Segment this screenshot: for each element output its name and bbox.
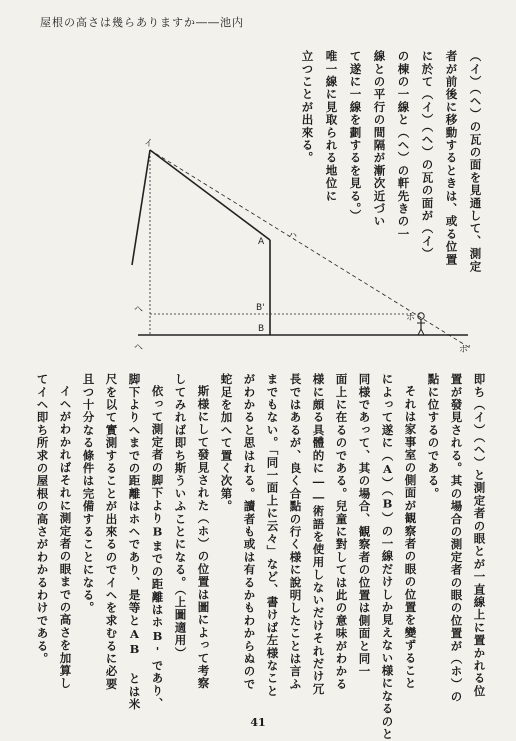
top-text-col: に於て（イ）（ヘ）の瓦の面が（イ）	[420, 50, 435, 261]
body-text-col: 依って測定者の脚下よりBまでの距離はホB'であり、	[150, 385, 165, 710]
body-text-col: 様に頗る具體的に――術語を使用しないだけそれだけ冗	[311, 373, 326, 696]
label-point-ho: ホ	[406, 313, 416, 323]
label-point-ha: ハ	[288, 231, 298, 241]
top-text-col: て遂に一線を劃するを見る。）	[348, 50, 363, 223]
label-point-bottom: ヘ	[134, 343, 144, 353]
body-text-col: 長ではあるが、良く合點の行く様に說明したことは言ふ	[288, 373, 303, 691]
label-point-b: B	[258, 324, 265, 334]
body-text-col: 即ち（イ）（ヘ）と測定者の眼とが一直線上に置かれる位	[472, 373, 487, 698]
top-text-col: （イ）（ヘ）の瓦の面を見通して、測定	[468, 50, 483, 273]
body-text-col: 斯様にして發見された（ホ）の位置は圖によって考察	[196, 385, 211, 690]
top-text-col: 唯一線に見取られる地位に	[324, 50, 339, 203]
top-text-col: の棟の一線と（ヘ）の軒先きの一	[396, 50, 411, 241]
page-number: 41	[250, 716, 266, 729]
roof-height-diagram	[120, 140, 480, 360]
body-text-col: までもない。「同一面上に云々」など、書けば左様なこと	[265, 373, 280, 698]
body-text-col: それは家事室の側面が観察者の眼の位置を變ずること	[403, 385, 418, 690]
top-text-col: 者が前後に移動するときは、或る位置	[444, 50, 459, 266]
body-text-col: によって遂に（A）（B）の一線だけしか見えない様になるのと	[380, 373, 395, 741]
diagram-svg	[120, 140, 480, 360]
label-point-he: ヘ	[134, 305, 144, 315]
body-text-col: 同様であって、其の場合、観察者の位置は側面と同一	[357, 373, 372, 678]
sight-line	[150, 150, 470, 348]
top-text-col: 線との平行の間隔が漸次近づい	[372, 50, 387, 228]
body-text-col: 置が發見される。其の場合の測定者の眼の位置が（ホ）の	[449, 373, 464, 704]
body-text-col: 面上に在るのである。兒童に對しては此の意味がわかる	[334, 373, 349, 691]
label-apex: イ	[144, 139, 154, 149]
body-text-col: してみれば即ち斯ういふことになる。（上圖適用）	[173, 373, 188, 660]
body-text-col: 脚下よりへまでの距離はホヘであり、是等とAB とは米	[127, 373, 142, 711]
roof-left-slope	[132, 150, 150, 265]
label-point-ho-prime: ホ'	[459, 345, 471, 355]
body-text-col: がわかると思はれる。讀者も或は有るかもわからぬので	[242, 373, 257, 691]
body-text-col: 蛇足を加へて置く次第。	[219, 373, 234, 513]
observer-figure	[417, 313, 425, 335]
body-text-col: てイヘ即ち所求の屋根の高さがわかるわけである。	[35, 373, 50, 666]
top-text-col: 立つことが出來る。	[300, 50, 315, 165]
running-header: 屋根の高さは幾らありますか――池内	[40, 16, 244, 29]
body-text-col: 點に位するのである。	[426, 373, 441, 500]
body-text-col: イヘがわかればそれに測定者の眼までの高さを加算し	[58, 385, 73, 690]
body-text-col: 且つ十分なる條件は完備することになる。	[81, 373, 96, 615]
label-point-a: A	[258, 237, 265, 247]
label-point-b-prime: B'	[256, 303, 265, 313]
body-text-col: 尺を以て實測することが出來るのでイヘを求むるに必要	[104, 373, 119, 691]
roof-right-slope	[150, 150, 270, 240]
